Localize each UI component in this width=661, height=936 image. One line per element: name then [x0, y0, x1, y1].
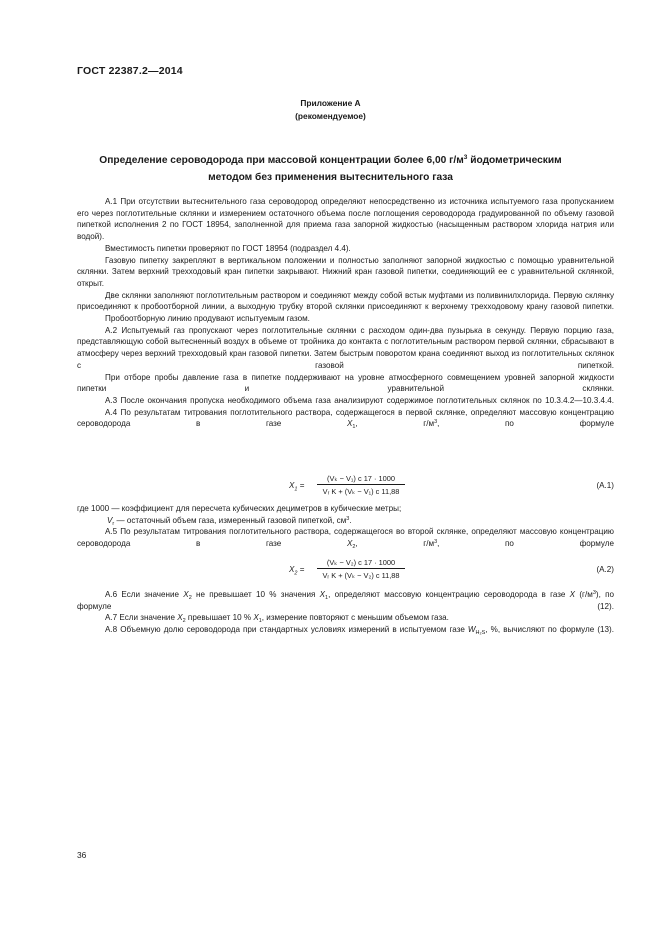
formula-a2-denominator: Vᵣ K + (Vₖ − V₂) c 11,88 — [322, 571, 400, 580]
a8-text-pre: А.8 Объемную долю сероводорода при стандартных условиях измерений в испытуемом газе — [105, 625, 468, 635]
paragraph-capacity: Вместимость пипетки проверяют по ГОСТ 18954 (подраздел 4.4). — [105, 243, 351, 253]
a7-x2: X — [177, 613, 183, 623]
section-title — [70, 152, 591, 186]
a7-x1-sub: 1 — [258, 618, 262, 625]
a4-sup: 3 — [434, 419, 438, 426]
a6-text-post1: , определяют массовую концентрацию сероводорода в газе — [328, 590, 570, 599]
a6-text-post2: ), по формуле (12). — [77, 590, 614, 611]
a6-unit-pre: (г/м — [575, 590, 593, 599]
a5-var: X — [346, 539, 353, 549]
paragraph-a6 — [77, 589, 614, 612]
formula-a1-sub: 1 — [294, 486, 298, 493]
formula-a2-lhs — [289, 565, 304, 577]
formula-a2 — [77, 557, 614, 585]
formula-a1-fraction — [317, 473, 405, 497]
a7-text-post: , измерение повторяют с меньшим объемом газа. — [261, 613, 449, 623]
a4-text-post: , по формуле — [437, 419, 614, 429]
formula-a2-eq: = — [297, 565, 305, 574]
body-text-block-2 — [77, 503, 614, 550]
a6-unit-sup: 3 — [592, 590, 596, 596]
formula-a2-numerator: (Vₖ − V₂) c 17 · 1000 — [326, 558, 396, 567]
a5-text-pre: А.5 По результатам титрования поглотительного раствора, содержащегося во второй склянке, определяют массовую концентрацию сероводорода в газе — [77, 527, 614, 549]
a8-var: W — [467, 625, 476, 635]
a6-x1-sub: 1 — [325, 595, 329, 601]
vr-text: — остаточный объем газа, измеренный газовой пипеткой, см — [114, 515, 347, 525]
a6-x2: X — [183, 590, 189, 599]
formula-a1-numerator: (Vₖ − V₁) c 17 · 1000 — [327, 474, 395, 483]
a7-x1: X — [253, 613, 259, 623]
formula-a1 — [77, 473, 614, 501]
paragraph-a8 — [77, 624, 614, 636]
section-title-line2: методом без применения вытеснительного газа — [208, 172, 453, 183]
document-id: ГОСТ 22387.2—2014 — [77, 65, 183, 77]
a4-text-mid: , г/м — [355, 419, 435, 429]
a5-sup: 3 — [434, 539, 438, 546]
formula-a2-number: (А.2) — [596, 565, 614, 574]
paragraph-a7 — [77, 612, 614, 624]
a6-text-pre: А.6 Если значение — [105, 590, 184, 599]
formula-a1-number: (А.1) — [596, 481, 614, 490]
fraction-bar — [317, 568, 405, 569]
paragraph-pressure: При отборе пробы давление газа в пипетке поддерживают на уровне атмосферного совмещением уровней запорной жидкости пипетки и уравнительной склянки. — [77, 372, 614, 394]
body-text-block-1 — [77, 196, 614, 430]
paragraph-a2: А.2 Испытуемый газ пропускают через поглотительные склянки с расходом один-два пузырька в секунду. Первую порцию газа, представляющую собой вытесненный воздух в объеме от тройника до контакта с поглотительным раствором первой склянки, сбрасывают в атмосферу через верхний трехходовый кран газовой пипетки. Затем быстрым поворотом крана соединяют выход из поглотительных склянок с газовой пипеткой. — [77, 325, 614, 370]
formula-a2-sub: 2 — [294, 570, 298, 577]
a5-text-mid: , г/м — [355, 539, 435, 549]
formula-a1-denominator: Vᵣ K + (Vₖ − V₁) c 11,88 — [322, 487, 400, 496]
a8-text-post: , %, вычисляют по формуле (13). — [485, 625, 614, 635]
paragraph-a3: А.3 После окончания пропуска необходимого объема газа анализируют содержимое поглотительных склянок по 10.3.4.2—10.3.4.4. — [105, 395, 614, 405]
a6-x: X — [569, 590, 576, 599]
a4-var: X — [346, 419, 353, 429]
a8-sub: H₂S — [475, 630, 486, 637]
a7-x2-sub: 2 — [182, 618, 186, 625]
section-title-line1-post: йодометрическим — [467, 155, 562, 166]
section-title-sup: 3 — [463, 154, 468, 161]
vr-var: V — [107, 515, 113, 525]
paragraph-a5 — [77, 526, 614, 549]
a6-x2-sub: 2 — [188, 595, 192, 601]
a5-text-post: , по формуле — [437, 539, 614, 549]
vr-end: . — [349, 515, 352, 525]
paragraph-a4 — [77, 407, 614, 430]
paragraph-vr — [77, 515, 614, 527]
page-number: 36 — [77, 850, 87, 860]
paragraph-a1: А.1 При отсутствии вытеснительного газа сероводород определяют непосредственно из источника испытуемого газа пропусканием его через поглотительные склянки и измерением остаточного объема после поглощения сероводорода градуированной по объему газовой пипеткой исполнения 2 по ГОСТ 18954, заполненной для приема газа запорной жидкостью (насыщенным раствором хлорида натрия или водой). — [77, 197, 614, 242]
a7-text-mid: превышает 10 % — [185, 613, 254, 623]
a5-sub: 2 — [352, 544, 356, 551]
a6-x1: X — [319, 590, 326, 599]
appendix-title: Приложение А — [300, 98, 361, 108]
formula-a1-eq: = — [297, 481, 305, 490]
section-title-line1-pre: Определение сероводорода при массовой концентрации более 6,00 г/м — [99, 155, 464, 166]
formula-a1-lhs — [289, 481, 304, 493]
formula-a1-var: X — [289, 481, 295, 490]
a7-text-pre: А.7 Если значение — [105, 613, 178, 623]
vr-sub: r — [112, 520, 115, 527]
paragraph-purge: Пробоотборную линию продувают испытуемым газом. — [105, 314, 310, 324]
body-text-block-3 — [77, 589, 614, 636]
a4-sub: 1 — [352, 424, 356, 431]
formula-a2-var: X — [289, 565, 295, 574]
paragraph-flasks: Две склянки заполняют поглотительным раствором и соединяют между собой встык муфтами из поливинилхлорида. Первую склянку присоединяют к пробоотборной линии, а выходную трубку второй склянки присоединяют к верхнему трехходовому крану газовой пипетки. — [77, 290, 614, 312]
appendix-status: (рекомендуемое) — [295, 111, 366, 121]
a6-text-mid: не превышает 10 % значения — [191, 590, 320, 599]
fraction-bar — [317, 484, 405, 485]
a4-text-pre: А.4 По результатам титрования поглотительного раствора, содержащегося в первой склянке, определяют массовую концентрацию сероводорода в газе — [77, 407, 614, 429]
paragraph-pipette: Газовую пипетку закрепляют в вертикальном положении и полностью заполняют запорной жидкостью с помощью уравнительной склянки. Затем верхний трехходовый кран пипетки закрывают. Нижний кран газовой пипетки, соединяющий ее с уравнительной склянкой, открыт. — [77, 255, 614, 288]
vr-sup: 3 — [346, 515, 350, 522]
formula-a2-fraction — [317, 557, 405, 581]
paragraph-where-1000: где 1000 — коэффициент для пересчета кубических дециметров в кубические метры; — [77, 504, 402, 513]
